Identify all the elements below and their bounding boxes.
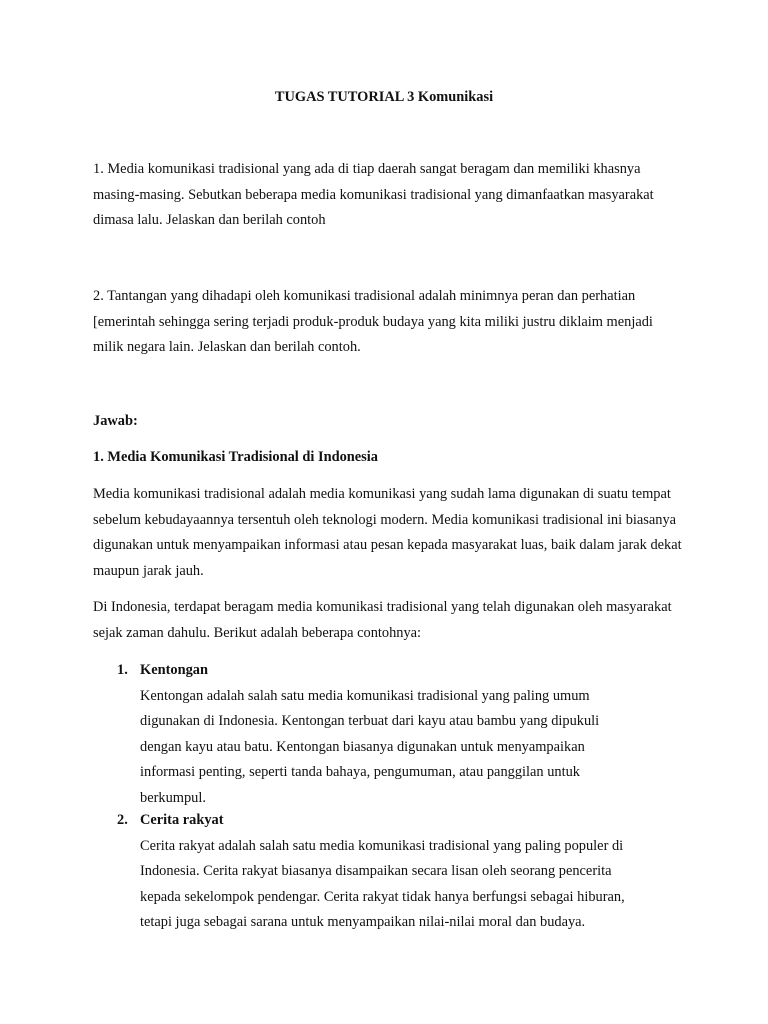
question-2: 2. Tantangan yang dihadapi oleh komunikasi tradisional adalah minimnya peran dan perhatian [emerintah sehingga sering terjadi produk-produk budaya yang kita miliki justru diklaim menjadi milik negara lain. Jelaskan dan berilah contoh. (93, 288, 653, 356)
list-item-body: Cerita rakyat adalah salah satu media komunikasi tradisional yang paling populer di Indonesia. Cerita rakyat biasanya disampaikan secara lisan oleh seorang pencerita kepada sekelompok pendengar. Cerita rakyat tidak hanya berfungsi sebagai hiburan, tetapi juga sebagai sarana untuk menyampaikan nilai-nilai moral dan budaya. (140, 837, 625, 931)
list-item-heading: Kentongan (140, 662, 208, 678)
list-item-body: Kentongan adalah salah satu media komunikasi tradisional yang paling umum digunakan di Indonesia. Kentongan terbuat dari kayu atau bambu yang dipukuli dengan kayu atau batu. Kentongan biasanya digunakan untuk menyampaikan informasi penting, seperti tanda bahaya, pengumuman, atau panggilan untuk berkumpul. (140, 687, 600, 806)
paragraph-examples: Di Indonesia, terdapat beragam media komunikasi tradisional yang telah digunakan oleh masyarakat sejak zaman dahulu. Berikut adalah beberapa contohnya: (93, 599, 672, 641)
answer-label: Jawab: (93, 413, 138, 429)
question-1: 1. Media komunikasi tradisional yang ada di tiap daerah sangat beragam dan memiliki khasnya masing-masing. Sebutkan beberapa media komunikasi tradisional yang dimanfaatkan masyarakat dimasa lalu. Jelaskan dan berilah contoh (93, 161, 654, 229)
paragraph-intro: Media komunikasi tradisional adalah media komunikasi yang sudah lama digunakan di suatu tempat sebelum kebudayaannya tersentuh oleh teknologi modern. Media komunikasi tradisional ini biasanya digunakan untuk menyampaikan informasi atau pesan kepada masyarakat luas, baik dalam jarak dekat maupun jarak jauh. (93, 486, 682, 579)
document-title: TUGAS TUTORIAL 3 Komunikasi (274, 89, 494, 105)
section-heading: 1. Media Komunikasi Tradisional di Indonesia (93, 449, 378, 465)
list-item-heading: Cerita rakyat (140, 812, 224, 828)
list-item-number: 2. (117, 812, 128, 828)
list-item-number: 1. (117, 662, 128, 678)
